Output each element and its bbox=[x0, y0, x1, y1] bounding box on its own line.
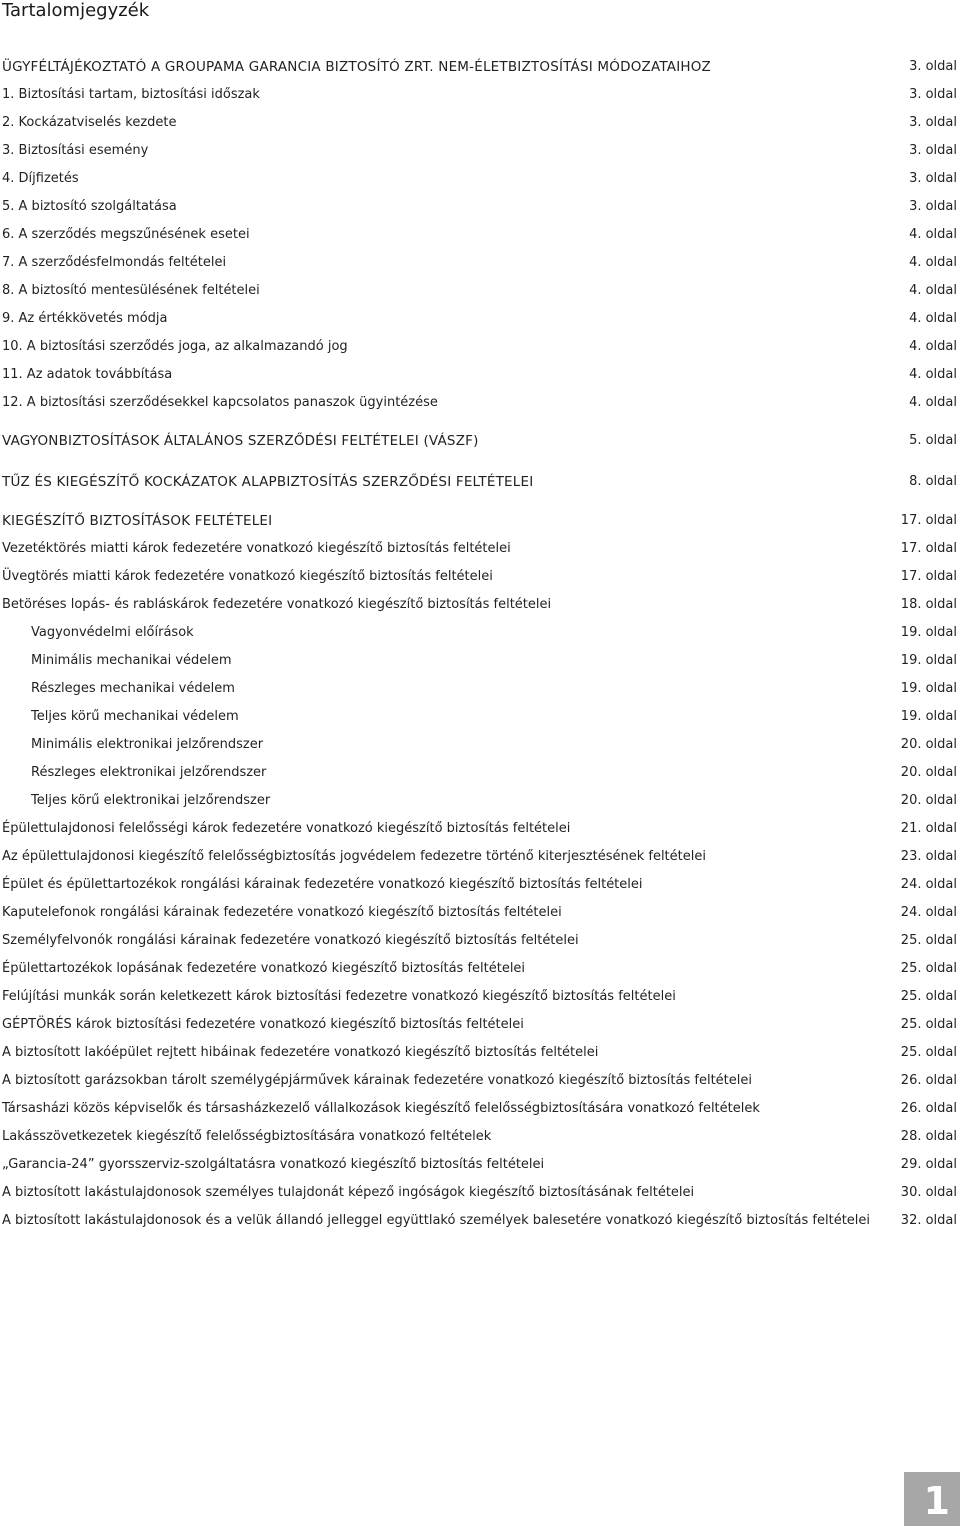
toc-entry[interactable] bbox=[0, 114, 960, 138]
toc-entry[interactable] bbox=[0, 876, 960, 900]
toc-entry[interactable] bbox=[0, 1100, 960, 1124]
toc-entry[interactable] bbox=[0, 338, 960, 362]
toc-entry-label: 2. Kockázatviselés kezdete bbox=[2, 115, 177, 130]
toc-entry-page: 29. oldal bbox=[900, 1157, 957, 1172]
toc-section[interactable] bbox=[0, 432, 960, 456]
toc-entry-label: Az épülettulajdonosi kiegészítő felelősségbiztosítás jogvédelem fedezetre történő kiterjesztésének feltételei bbox=[2, 849, 706, 864]
toc-entry-label: 7. A szerződésfelmondás feltételei bbox=[2, 255, 227, 270]
toc-entry-label: Lakásszövetkezetek kiegészítő felelősségbiztosítására vonatkozó feltételek bbox=[2, 1129, 492, 1144]
toc-subentry-label: Minimális elektronikai jelzőrendszer bbox=[31, 737, 264, 752]
toc-entry-label: 1. Biztosítási tartam, biztosítási időszak bbox=[2, 87, 260, 102]
toc-entry[interactable] bbox=[0, 988, 960, 1012]
toc-entry[interactable] bbox=[0, 310, 960, 334]
toc-entry-label: 11. Az adatok továbbítása bbox=[2, 367, 173, 382]
toc-entry-page: 25. oldal bbox=[900, 961, 957, 976]
toc-entry-label: Épület és épülettartozékok rongálási kárainak fedezetére vonatkozó kiegészítő biztosítás feltételei bbox=[2, 877, 643, 892]
toc-entry[interactable] bbox=[0, 848, 960, 872]
toc-section-page: 5. oldal bbox=[909, 433, 957, 448]
toc-subentry-page: 20. oldal bbox=[900, 737, 957, 752]
toc-section-page: 8. oldal bbox=[909, 474, 957, 489]
toc-subentry-label: Részleges mechanikai védelem bbox=[31, 681, 235, 696]
toc-entry-page: 3. oldal bbox=[909, 115, 957, 130]
toc-subentry[interactable] bbox=[0, 764, 960, 788]
toc-entry-label: GÉPTÖRÉS károk biztosítási fedezetére vonatkozó kiegészítő biztosítás feltételei bbox=[2, 1017, 524, 1032]
toc-entry-page: 21. oldal bbox=[900, 821, 957, 836]
toc-entry-label: 12. A biztosítási szerződésekkel kapcsolatos panaszok ügyintézése bbox=[2, 395, 438, 410]
toc-subentry-page: 20. oldal bbox=[900, 765, 957, 780]
toc-entry[interactable] bbox=[0, 170, 960, 194]
toc-entry[interactable] bbox=[0, 932, 960, 956]
toc-entry-page: 24. oldal bbox=[900, 877, 957, 892]
toc-subentry[interactable] bbox=[0, 708, 960, 732]
toc-entry-page: 24. oldal bbox=[900, 905, 957, 920]
toc-entry[interactable] bbox=[0, 58, 960, 82]
toc-entry-label: Személyfelvonók rongálási kárainak fedezetére vonatkozó kiegészítő biztosítás feltételei bbox=[2, 933, 579, 948]
toc-entry-page: 4. oldal bbox=[909, 255, 957, 270]
toc-entry[interactable] bbox=[0, 540, 960, 564]
toc-subentry[interactable] bbox=[0, 736, 960, 760]
toc-entry-page: 3. oldal bbox=[909, 87, 957, 102]
toc-entry-label: Üvegtörés miatti károk fedezetére vonatkozó kiegészítő biztosítás feltételei bbox=[2, 569, 493, 584]
toc-entry[interactable] bbox=[0, 568, 960, 592]
toc-subentry-page: 19. oldal bbox=[900, 681, 957, 696]
toc-entry[interactable] bbox=[0, 1072, 960, 1096]
toc-entry-page: 18. oldal bbox=[900, 597, 957, 612]
toc-entry[interactable] bbox=[0, 904, 960, 928]
toc-entry[interactable] bbox=[0, 1016, 960, 1040]
toc-entry-page: 25. oldal bbox=[900, 989, 957, 1004]
toc-entry-label: Felújítási munkák során keletkezett károk biztosítási fedezetre vonatkozó kiegészítő biztosítás feltételei bbox=[2, 989, 676, 1004]
toc-entry-label: 10. A biztosítási szerződés joga, az alkalmazandó jog bbox=[2, 339, 348, 354]
toc-entry-page: 26. oldal bbox=[900, 1101, 957, 1116]
toc-entry-page: 32. oldal bbox=[900, 1213, 957, 1228]
toc-entry[interactable] bbox=[0, 254, 960, 278]
toc-entry-label: Vezetéktörés miatti károk fedezetére vonatkozó kiegészítő biztosítás feltételei bbox=[2, 541, 511, 556]
toc-entry-page: 3. oldal bbox=[909, 59, 957, 74]
toc-entry-label: A biztosított lakástulajdonosok és a velük állandó jelleggel együttlakó személyek balesetére vonatkozó kiegészítő biztosítás feltételei bbox=[2, 1213, 871, 1228]
toc-entry-label: 9. Az értékkövetés módja bbox=[2, 311, 168, 326]
toc-entry[interactable] bbox=[0, 1044, 960, 1068]
toc-entry-page: 4. oldal bbox=[909, 339, 957, 354]
toc-subentry[interactable] bbox=[0, 792, 960, 816]
toc-section-label: VAGYONBIZTOSÍTÁSOK ÁLTALÁNOS SZERZŐDÉSI FELTÉTELEI (VÁSZF) bbox=[2, 433, 479, 449]
toc-entry-label: 3. Biztosítási esemény bbox=[2, 143, 149, 158]
toc-entry-label: 4. Díjfizetés bbox=[2, 171, 79, 186]
toc-entry-page: 17. oldal bbox=[900, 569, 957, 584]
toc-entry[interactable] bbox=[0, 282, 960, 306]
toc-entry-page: 4. oldal bbox=[909, 367, 957, 382]
toc-subentry-label: Vagyonvédelmi előírások bbox=[31, 625, 194, 640]
toc-entry-label: 8. A biztosító mentesülésének feltételei bbox=[2, 283, 260, 298]
toc-entry[interactable] bbox=[0, 1212, 960, 1236]
toc-entry-page: 25. oldal bbox=[900, 933, 957, 948]
toc-entry-page: 23. oldal bbox=[900, 849, 957, 864]
toc-entry-label: Társasházi közös képviselők és társasházkezelő vállalkozások kiegészítő felelősségbiztosítására vonatkozó feltételek bbox=[2, 1101, 760, 1116]
toc-subentry-label: Teljes körű elektronikai jelzőrendszer bbox=[31, 793, 271, 808]
toc-entry-page: 26. oldal bbox=[900, 1073, 957, 1088]
toc-entry[interactable] bbox=[0, 226, 960, 250]
toc-entry-label: Betöréses lopás- és rabláskárok fedezetére vonatkozó kiegészítő biztosítás feltételei bbox=[2, 597, 552, 612]
toc-entry[interactable] bbox=[0, 596, 960, 620]
toc-entry[interactable] bbox=[0, 366, 960, 390]
toc-entry-label: A biztosított lakóépület rejtett hibáinak fedezetére vonatkozó kiegészítő biztosítás feltételei bbox=[2, 1045, 599, 1060]
toc-entry-page: 4. oldal bbox=[909, 311, 957, 326]
toc-subentry[interactable] bbox=[0, 624, 960, 648]
toc-entry-label: Épülettulajdonosi felelősségi károk fedezetére vonatkozó kiegészítő biztosítás feltételei bbox=[2, 821, 571, 836]
toc-entry-page: 30. oldal bbox=[900, 1185, 957, 1200]
toc-entry[interactable] bbox=[0, 1156, 960, 1180]
toc-subentry[interactable] bbox=[0, 680, 960, 704]
toc-entry-label: Épülettartozékok lopásának fedezetére vonatkozó kiegészítő biztosítás feltételei bbox=[2, 961, 526, 976]
page-number: 1 bbox=[923, 1479, 950, 1523]
toc-subentry-page: 20. oldal bbox=[900, 793, 957, 808]
toc-section-page: 17. oldal bbox=[900, 513, 957, 528]
toc-subentry-label: Részleges elektronikai jelzőrendszer bbox=[31, 765, 267, 780]
toc-subentry-page: 19. oldal bbox=[900, 653, 957, 668]
page-title: Tartalomjegyzék bbox=[2, 0, 150, 21]
toc-entry-label: 6. A szerződés megszűnésének esetei bbox=[2, 227, 250, 242]
toc-entry[interactable] bbox=[0, 1184, 960, 1208]
toc-entry-label: ÜGYFÉLTÁJÉKOZTATÓ A GROUPAMA GARANCIA BIZTOSÍTÓ ZRT. NEM-ÉLETBIZTOSÍTÁSI MÓDOZATAIHOZ bbox=[2, 59, 711, 75]
toc-entry-label: „Garancia-24” gyorsszerviz-szolgáltatásra vonatkozó kiegészítő biztosítás feltételei bbox=[2, 1157, 545, 1172]
toc-entry-page: 3. oldal bbox=[909, 171, 957, 186]
toc-entry-label: Kaputelefonok rongálási kárainak fedezetére vonatkozó kiegészítő biztosítás feltételei bbox=[2, 905, 562, 920]
toc-entry[interactable] bbox=[0, 198, 960, 222]
toc-entry-page: 25. oldal bbox=[900, 1045, 957, 1060]
toc-subentry-label: Teljes körű mechanikai védelem bbox=[31, 709, 239, 724]
toc-entry-label: 5. A biztosító szolgáltatása bbox=[2, 199, 177, 214]
toc-entry[interactable] bbox=[0, 394, 960, 418]
toc-entry-page: 17. oldal bbox=[900, 541, 957, 556]
toc-entry-page: 4. oldal bbox=[909, 283, 957, 298]
toc-section[interactable] bbox=[0, 473, 960, 497]
toc-entry-page: 25. oldal bbox=[900, 1017, 957, 1032]
toc-section[interactable] bbox=[0, 512, 960, 536]
toc-subentry-page: 19. oldal bbox=[900, 625, 957, 640]
toc-subentry-page: 19. oldal bbox=[900, 709, 957, 724]
toc-entry[interactable] bbox=[0, 86, 960, 110]
toc-entry-label: A biztosított garázsokban tárolt személygépjárművek kárainak fedezetére vonatkozó kiegészítő biztosítás feltételei bbox=[2, 1073, 752, 1088]
toc-subentry-label: Minimális mechanikai védelem bbox=[31, 653, 232, 668]
toc-entry-page: 28. oldal bbox=[900, 1129, 957, 1144]
toc-entry[interactable] bbox=[0, 820, 960, 844]
toc-entry-page: 3. oldal bbox=[909, 143, 957, 158]
toc-entry-page: 4. oldal bbox=[909, 395, 957, 410]
toc-section-label: KIEGÉSZÍTŐ BIZTOSÍTÁSOK FELTÉTELEI bbox=[2, 513, 273, 529]
toc-entry-label: A biztosított lakástulajdonosok személyes tulajdonát képező ingóságok kiegészítő biztosításának feltételei bbox=[2, 1185, 695, 1200]
toc-entry[interactable] bbox=[0, 1128, 960, 1152]
toc-subentry[interactable] bbox=[0, 652, 960, 676]
toc-section-label: TŰZ ÉS KIEGÉSZÍTŐ KOCKÁZATOK ALAPBIZTOSÍTÁS SZERZŐDÉSI FELTÉTELEI bbox=[2, 474, 534, 490]
page-number-badge bbox=[904, 1472, 960, 1526]
toc-entry[interactable] bbox=[0, 960, 960, 984]
toc-entry-page: 3. oldal bbox=[909, 199, 957, 214]
toc-entry[interactable] bbox=[0, 142, 960, 166]
toc-entry-page: 4. oldal bbox=[909, 227, 957, 242]
